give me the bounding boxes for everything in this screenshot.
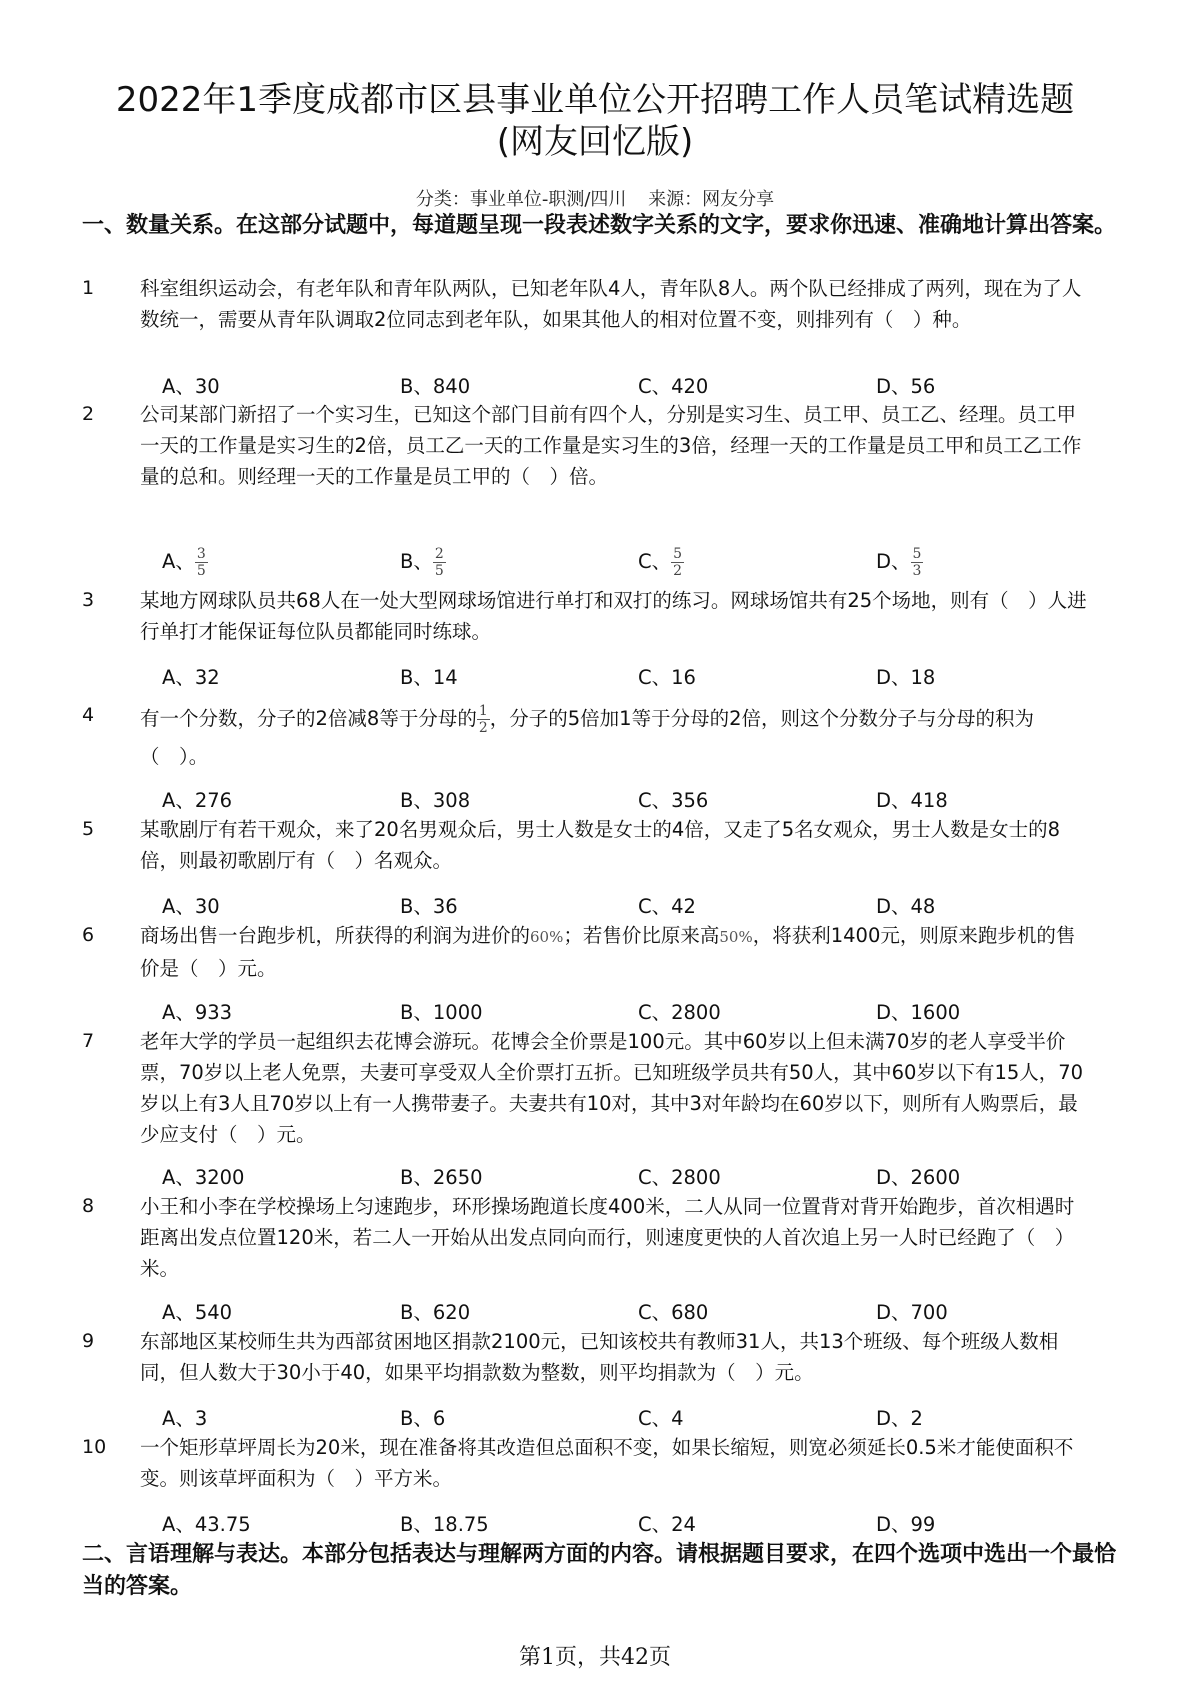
options-row	[0, 892, 1190, 922]
option-d[interactable]: D、1600	[876, 1001, 961, 1024]
option-label: D、	[876, 550, 911, 573]
option-a[interactable]: A、540	[162, 1301, 233, 1324]
option-d[interactable]: D、56	[876, 375, 936, 398]
source-label: 来源：网友分享	[648, 189, 775, 210]
option-b[interactable]: B、620	[400, 1301, 471, 1324]
question-text: 某地方网球队员共68人在一处大型网球场馆进行单打和双打的练习。网球场馆共有25个场地，则有（ ）人进行单打才能保证每位队员都能同时练球。	[140, 589, 1087, 643]
question-text: 有一个分数，分子的2倍减8等于分母的 $\frac{1}{2}$ ，分子的5倍加1等于分母的2倍，则这个分数分子与分母的积为（ ）。	[140, 703, 1034, 768]
option-d[interactable]: D、48	[876, 895, 936, 918]
option-c[interactable]: C、24	[638, 1513, 696, 1536]
question-text: 商场出售一台跑步机，所获得的利润为进价的60%；若售价比原来高50%，将获利1400元，则原来跑步机的售价是（ ）元。	[140, 924, 1076, 980]
section-heading-2: 二、言语理解与表达。本部分包括表达与理解两方面的内容。请根据题目要求，在四个选项中选出一个最恰当的答案。	[82, 1542, 1117, 1599]
option-d[interactable]: D、99	[876, 1513, 936, 1536]
question-text: 一个矩形草坪周长为20米，现在准备将其改造但总面积不变，如果长缩短，则宽必须延长0.5米才能使面积不变。则该草坪面积为（ ）平方米。	[140, 1436, 1074, 1490]
option-a[interactable]: A、3	[162, 1407, 208, 1430]
question-number: 10	[82, 1436, 107, 1458]
percent-value: 60%	[530, 928, 564, 946]
question-number: 6	[82, 924, 95, 946]
section-heading-1: 一、数量关系。在这部分试题中，每道题呈现一段表述数字关系的文字，要求你迅速、准确地计算出答案。	[82, 213, 1117, 238]
options-row	[0, 546, 1190, 579]
question-number: 5	[82, 818, 95, 840]
page-title-line1: 2022年1季度成都市区县事业单位公开招聘工作人员笔试精选题	[115, 80, 1075, 120]
question-text: 老年大学的学员一起组织去花博会游玩。花博会全价票是100元。其中60岁以上但未满70岁的老人享受半价票，70岁以上老人免票，夫妻可享受双人全价票打五折。已知班级学员共有50人，其中60岁以下有15人，70岁以上有3人且70岁以上有一人携带妻子。夫妻共有10对，其中3对年龄均在60岁以下，则所有人购票后，最少应支付（ ）元。	[140, 1030, 1084, 1146]
option-b[interactable]: B、2650	[400, 1166, 483, 1189]
option-d[interactable]: D、2600	[876, 1166, 961, 1189]
page-title-line2: (网友回忆版)	[496, 122, 694, 162]
fraction: $\frac{5}{3}$	[912, 546, 922, 579]
options-row	[0, 663, 1190, 693]
question-number: 3	[82, 589, 95, 611]
option-d[interactable]: D、18	[876, 666, 936, 689]
option-a[interactable]: A、32	[162, 666, 220, 689]
option-d[interactable]: D、418	[876, 789, 948, 812]
option-a[interactable]: A、30	[162, 375, 220, 398]
question-number: 9	[82, 1330, 95, 1352]
question-number: 2	[82, 403, 95, 425]
question-number: 4	[82, 704, 95, 726]
options-row	[0, 1298, 1190, 1328]
fraction: $\frac{5}{2}$	[673, 546, 683, 579]
option-c[interactable]: C、680	[638, 1301, 709, 1324]
option-c[interactable]: C、2800	[638, 1001, 721, 1024]
option-a[interactable]: A、276	[162, 789, 233, 812]
question-text: 小王和小李在学校操场上匀速跑步，环形操场跑道长度400米，二人从同一位置背对背开始跑步，首次相遇时距离出发点位置120米，若二人一开始从出发点同向而行，则速度更快的人首次追上另一人时已经跑了（ ）米。	[140, 1195, 1075, 1280]
option-a[interactable]: A、933	[162, 1001, 233, 1024]
fraction: $\frac{3}{5}$	[196, 546, 206, 579]
option-a[interactable]: A、30	[162, 895, 220, 918]
option-c[interactable]: C、42	[638, 895, 696, 918]
options-row	[0, 998, 1190, 1028]
option-c[interactable]: C、16	[638, 666, 696, 689]
option-d[interactable]: D、700	[876, 1301, 948, 1324]
question-number: 8	[82, 1195, 95, 1217]
option-d[interactable]	[876, 546, 923, 579]
option-label: B、	[400, 550, 433, 573]
option-c[interactable]: C、4	[638, 1407, 684, 1430]
question-text: 公司某部门新招了一个实习生，已知这个部门目前有四个人，分别是实习生、员工甲、员工乙、经理。员工甲一天的工作量是实习生的2倍，员工乙一天的工作量是实习生的3倍，经理一天的工作量是员工甲和员工乙工作量的总和。则经理一天的工作量是员工甲的（ ）倍。	[140, 403, 1082, 488]
category-label: 分类：事业单位-职测/四川	[415, 189, 627, 210]
option-d[interactable]: D、2	[876, 1407, 923, 1430]
options-row	[0, 1404, 1190, 1434]
option-b[interactable]: B、308	[400, 789, 471, 812]
option-b[interactable]: B、36	[400, 895, 458, 918]
option-c[interactable]: C、356	[638, 789, 709, 812]
fraction: $\frac{2}{5}$	[434, 546, 444, 579]
option-a[interactable]	[162, 546, 208, 579]
option-a[interactable]: A、3200	[162, 1166, 245, 1189]
option-b[interactable]: B、14	[400, 666, 458, 689]
question-number: 7	[82, 1030, 95, 1052]
option-c[interactable]	[638, 546, 684, 579]
question-text: 科室组织运动会，有老年队和青年队两队，已知老年队4人，青年队8人。两个队已经排成了两列，现在为了人数统一，需要从青年队调取2位同志到老年队，如果其他人的相对位置不变，则排列有（ ）种。	[140, 277, 1082, 331]
option-b[interactable]: B、1000	[400, 1001, 483, 1024]
question-text: 东部地区某校师生共为西部贫困地区捐款2100元，已知该校共有教师31人，共13个班级、每个班级人数相同，但人数大于30小于40，如果平均捐款数为整数，则平均捐款为（ ）元。	[140, 1330, 1059, 1384]
question-text: 某歌剧厅有若干观众，来了20名男观众后，男士人数是女士的4倍，又走了5名女观众，男士人数是女士的8倍，则最初歌剧厅有（ ）名观众。	[140, 818, 1061, 872]
option-c[interactable]: C、420	[638, 375, 709, 398]
question-number: 1	[82, 277, 95, 299]
page-footer: 第1页，共42页	[519, 1645, 671, 1670]
option-b[interactable]	[400, 546, 446, 579]
meta-line	[0, 185, 1190, 211]
option-label: C、	[638, 550, 672, 573]
options-row	[0, 372, 1190, 402]
option-a[interactable]: A、43.75	[162, 1513, 251, 1536]
option-c[interactable]: C、2800	[638, 1166, 721, 1189]
percent-value: 50%	[719, 928, 753, 946]
options-row	[0, 1510, 1190, 1540]
option-label: A、	[162, 550, 195, 573]
option-b[interactable]: B、6	[400, 1407, 446, 1430]
options-row	[0, 1163, 1190, 1193]
options-row	[0, 786, 1190, 816]
option-b[interactable]: B、840	[400, 375, 471, 398]
option-b[interactable]: B、18.75	[400, 1513, 489, 1536]
fraction: $\frac{1}{2}$	[478, 703, 488, 736]
